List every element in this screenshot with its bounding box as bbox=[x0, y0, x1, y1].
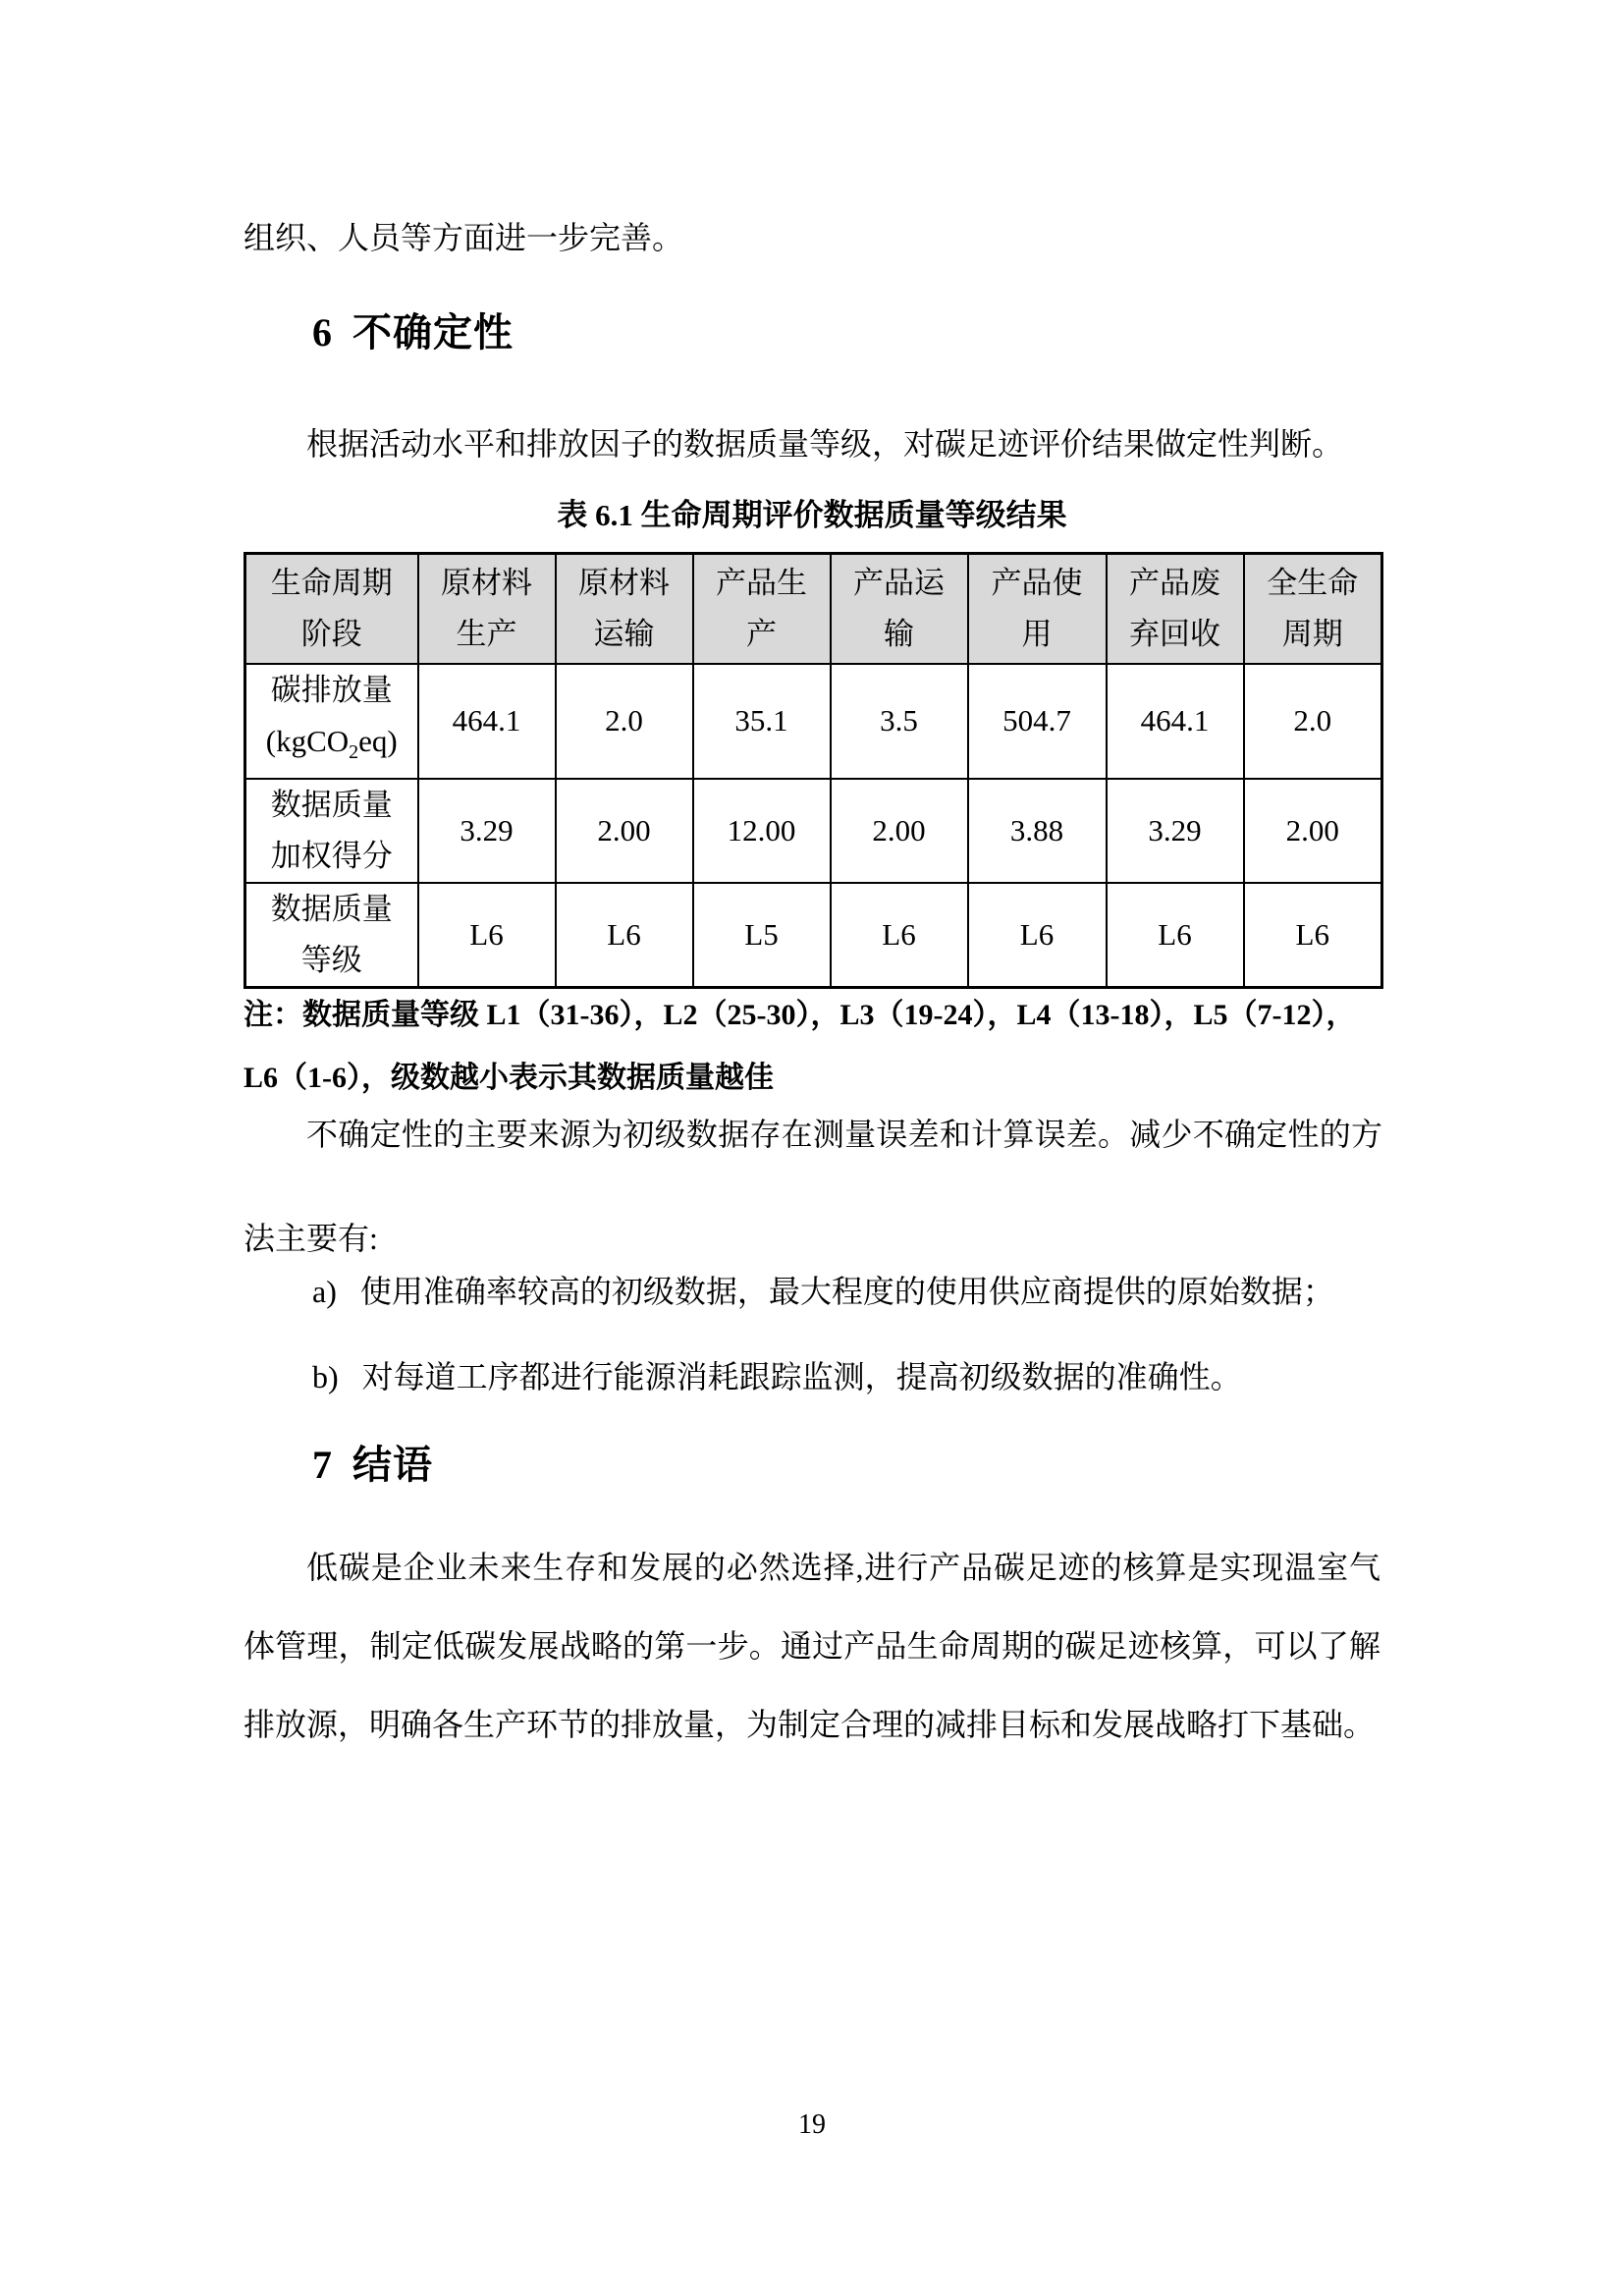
table-cell: 464.1 bbox=[1107, 664, 1244, 779]
table-cell: 3.29 bbox=[418, 779, 556, 883]
section-7-title: 结语 bbox=[352, 1444, 433, 1487]
header-cell-product-use: 产品使 用 bbox=[968, 554, 1107, 664]
table-cell: 2.00 bbox=[831, 779, 968, 883]
table-cell: L6 bbox=[556, 883, 693, 988]
kgco2eq-formula: (kgCO$_2$eq) bbox=[265, 723, 398, 763]
list-item-a-marker: a) bbox=[312, 1274, 337, 1309]
list-item-a-text: 使用准确率较高的初级数据，最大程度的使用供应商提供的原始数据； bbox=[359, 1274, 1334, 1309]
table-cell: L6 bbox=[1244, 883, 1382, 988]
row-label-quality-level: 数据质量 等级 bbox=[245, 883, 418, 988]
list-item-b-marker: b) bbox=[312, 1359, 339, 1394]
section-7-number: 7 bbox=[312, 1443, 333, 1487]
header-cell-product-production: 产品生 产 bbox=[693, 554, 831, 664]
table-row-weighted-score bbox=[245, 779, 1382, 883]
section-6-number: 6 bbox=[312, 310, 333, 355]
section-6-title: 不确定性 bbox=[352, 311, 514, 355]
table-cell: 2.0 bbox=[1244, 664, 1382, 779]
table-caption: 表 6.1 生命周期评价数据质量等级结果 bbox=[557, 498, 1067, 532]
table-note-line-1: 注：数据质量等级 L1（31-36），L2（25-30），L3（19-24），L4（13-18），L5（7-12）， bbox=[244, 999, 1356, 1031]
row-label-carbon-emissions: 碳排放量 (kgCO$_2$eq) bbox=[245, 664, 418, 779]
header-cell-whole-lifecycle: 全生命 周期 bbox=[1244, 554, 1382, 664]
table-cell: L5 bbox=[693, 883, 831, 988]
table-row-quality-level bbox=[245, 883, 1382, 988]
page-number: 19 bbox=[798, 2109, 826, 2140]
table-cell: L6 bbox=[968, 883, 1107, 988]
header-cell-raw-material-transport: 原材料 运输 bbox=[556, 554, 693, 664]
table-cell: 3.88 bbox=[968, 779, 1107, 883]
section-7-heading bbox=[312, 1442, 433, 1489]
table-cell: 464.1 bbox=[418, 664, 556, 779]
intro-paragraph: 组织、人员等方面进一步完善。 bbox=[244, 220, 684, 255]
table-cell: L6 bbox=[831, 883, 968, 988]
table-cell: L6 bbox=[1107, 883, 1244, 988]
header-cell-raw-material-production: 原材料 生产 bbox=[418, 554, 556, 664]
table-cell: 3.5 bbox=[831, 664, 968, 779]
row-label-weighted-score: 数据质量 加权得分 bbox=[245, 779, 418, 883]
table-note-line-2: L6（1-6），级数越小表示其数据质量越佳 bbox=[244, 1062, 774, 1094]
table-cell: 12.00 bbox=[693, 779, 831, 883]
section-6-heading bbox=[312, 309, 514, 356]
table-cell: 2.0 bbox=[556, 664, 693, 779]
table-cell: 2.00 bbox=[556, 779, 693, 883]
list-item-a bbox=[312, 1270, 1392, 1313]
data-quality-table bbox=[244, 552, 1383, 989]
section-6-lead-paragraph: 根据活动水平和排放因子的数据质量等级，对碳足迹评价结果做定性判断。 bbox=[306, 426, 1344, 462]
header-cell-product-transport: 产品运 输 bbox=[831, 554, 968, 664]
table-row-carbon-emissions bbox=[245, 664, 1382, 779]
list-item-b bbox=[312, 1355, 1392, 1398]
table-cell: 35.1 bbox=[693, 664, 831, 779]
header-cell-lifecycle-stage: 生命周期 阶段 bbox=[245, 554, 418, 664]
section-7-body-paragraph: 低碳是企业未来生存和发展的必然选择,进行产品碳足迹的核算是实现温室气体管理，制定低碳发展战略的第一步。通过产品生命周期的碳足迹核算，可以了解排放源，明确各生产环节的排放量，为制定合理的减排目标和发展战略打下基础。 bbox=[244, 1550, 1380, 1742]
header-cell-product-disposal-recycle: 产品废 弃回收 bbox=[1107, 554, 1244, 664]
uncertainty-paragraph: 不确定性的主要来源为初级数据存在测量误差和计算误差。减少不确定性的方法主要有: bbox=[244, 1117, 1382, 1256]
table-header-row bbox=[245, 554, 1382, 664]
table-cell: 504.7 bbox=[968, 664, 1107, 779]
table-cell: L6 bbox=[418, 883, 556, 988]
table-cell: 3.29 bbox=[1107, 779, 1244, 883]
list-item-b-text: 对每道工序都进行能源消耗跟踪监测，提高初级数据的准确性。 bbox=[361, 1359, 1242, 1394]
table-cell: 2.00 bbox=[1244, 779, 1382, 883]
